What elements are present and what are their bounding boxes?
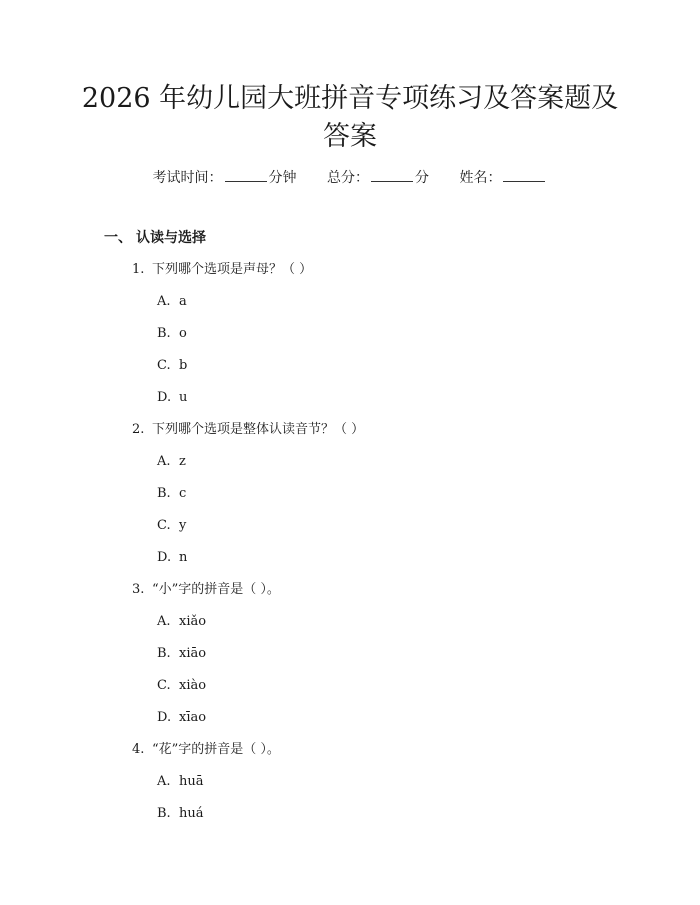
question-text: 下列哪个选项是整体认读音节？（ ） (152, 422, 365, 437)
question-number: 2. (132, 422, 145, 437)
option-text: y (179, 518, 187, 533)
option-3a (157, 612, 206, 632)
option-letter: D. (157, 710, 172, 725)
option-letter: A. (157, 774, 171, 789)
option-1a (157, 292, 187, 312)
question-number: 3. (132, 582, 145, 597)
exam-time-unit: 分钟 (268, 170, 297, 186)
total-score-blank (371, 168, 413, 182)
question-text: “小”字的拼音是（ ）。 (152, 582, 280, 597)
option-text: huā (179, 774, 204, 789)
option-text: z (179, 454, 186, 469)
option-text: xiào (179, 678, 207, 693)
page-title: 2026 年幼儿园大班拼音专项练习及答案题及答案 (81, 83, 619, 152)
question-text: 下列哪个选项是声母？（ ） (152, 262, 313, 277)
option-3b (157, 644, 206, 664)
total-score-unit: 分 (415, 170, 429, 186)
exam-time-blank (225, 168, 267, 182)
option-2b (157, 484, 186, 504)
question-2 (132, 420, 364, 440)
student-name-field (459, 168, 547, 188)
question-number: 4. (132, 742, 145, 757)
option-letter: C. (157, 518, 171, 533)
student-name-label: 姓名： (459, 170, 502, 186)
exam-info-line (0, 168, 700, 188)
option-letter: C. (157, 358, 171, 373)
option-text: c (179, 486, 187, 501)
option-text: a (179, 294, 187, 309)
option-3c (157, 676, 206, 696)
section-title: 认读与选择 (136, 230, 206, 246)
total-score-label: 总分： (327, 170, 369, 186)
question-4 (132, 740, 280, 760)
option-text: xiāo (179, 646, 207, 661)
exam-time-label: 考试时间： (152, 170, 223, 186)
option-4b (157, 804, 204, 824)
option-letter: A. (157, 294, 171, 309)
option-text: b (179, 358, 188, 373)
option-2c (157, 516, 186, 536)
option-1c (157, 356, 187, 376)
option-text: xiǎo (179, 614, 207, 629)
option-2d (157, 548, 187, 568)
total-score-field (327, 168, 429, 188)
option-letter: B. (157, 646, 171, 661)
option-3d (157, 708, 206, 728)
section-heading (104, 228, 206, 248)
question-number: 1. (132, 262, 145, 277)
option-letter: B. (157, 326, 171, 341)
option-letter: A. (157, 454, 171, 469)
option-letter: B. (157, 806, 171, 821)
section-number: 一、 (104, 230, 132, 246)
question-1 (132, 260, 312, 280)
option-text: o (179, 326, 187, 341)
exam-time-field (153, 168, 297, 188)
question-3 (132, 580, 280, 600)
option-text: huá (179, 806, 204, 821)
question-text: “花”字的拼音是（ ）。 (152, 742, 280, 757)
option-1d (157, 388, 187, 408)
option-letter: D. (157, 550, 172, 565)
option-letter: A. (157, 614, 171, 629)
option-1b (157, 324, 187, 344)
option-text: n (179, 550, 188, 565)
option-2a (157, 452, 186, 472)
option-letter: B. (157, 486, 171, 501)
option-4a (157, 772, 204, 792)
student-name-blank (503, 168, 545, 182)
option-letter: C. (157, 678, 171, 693)
option-text: xīao (179, 710, 207, 725)
option-text: u (179, 390, 188, 405)
option-letter: D. (157, 390, 172, 405)
